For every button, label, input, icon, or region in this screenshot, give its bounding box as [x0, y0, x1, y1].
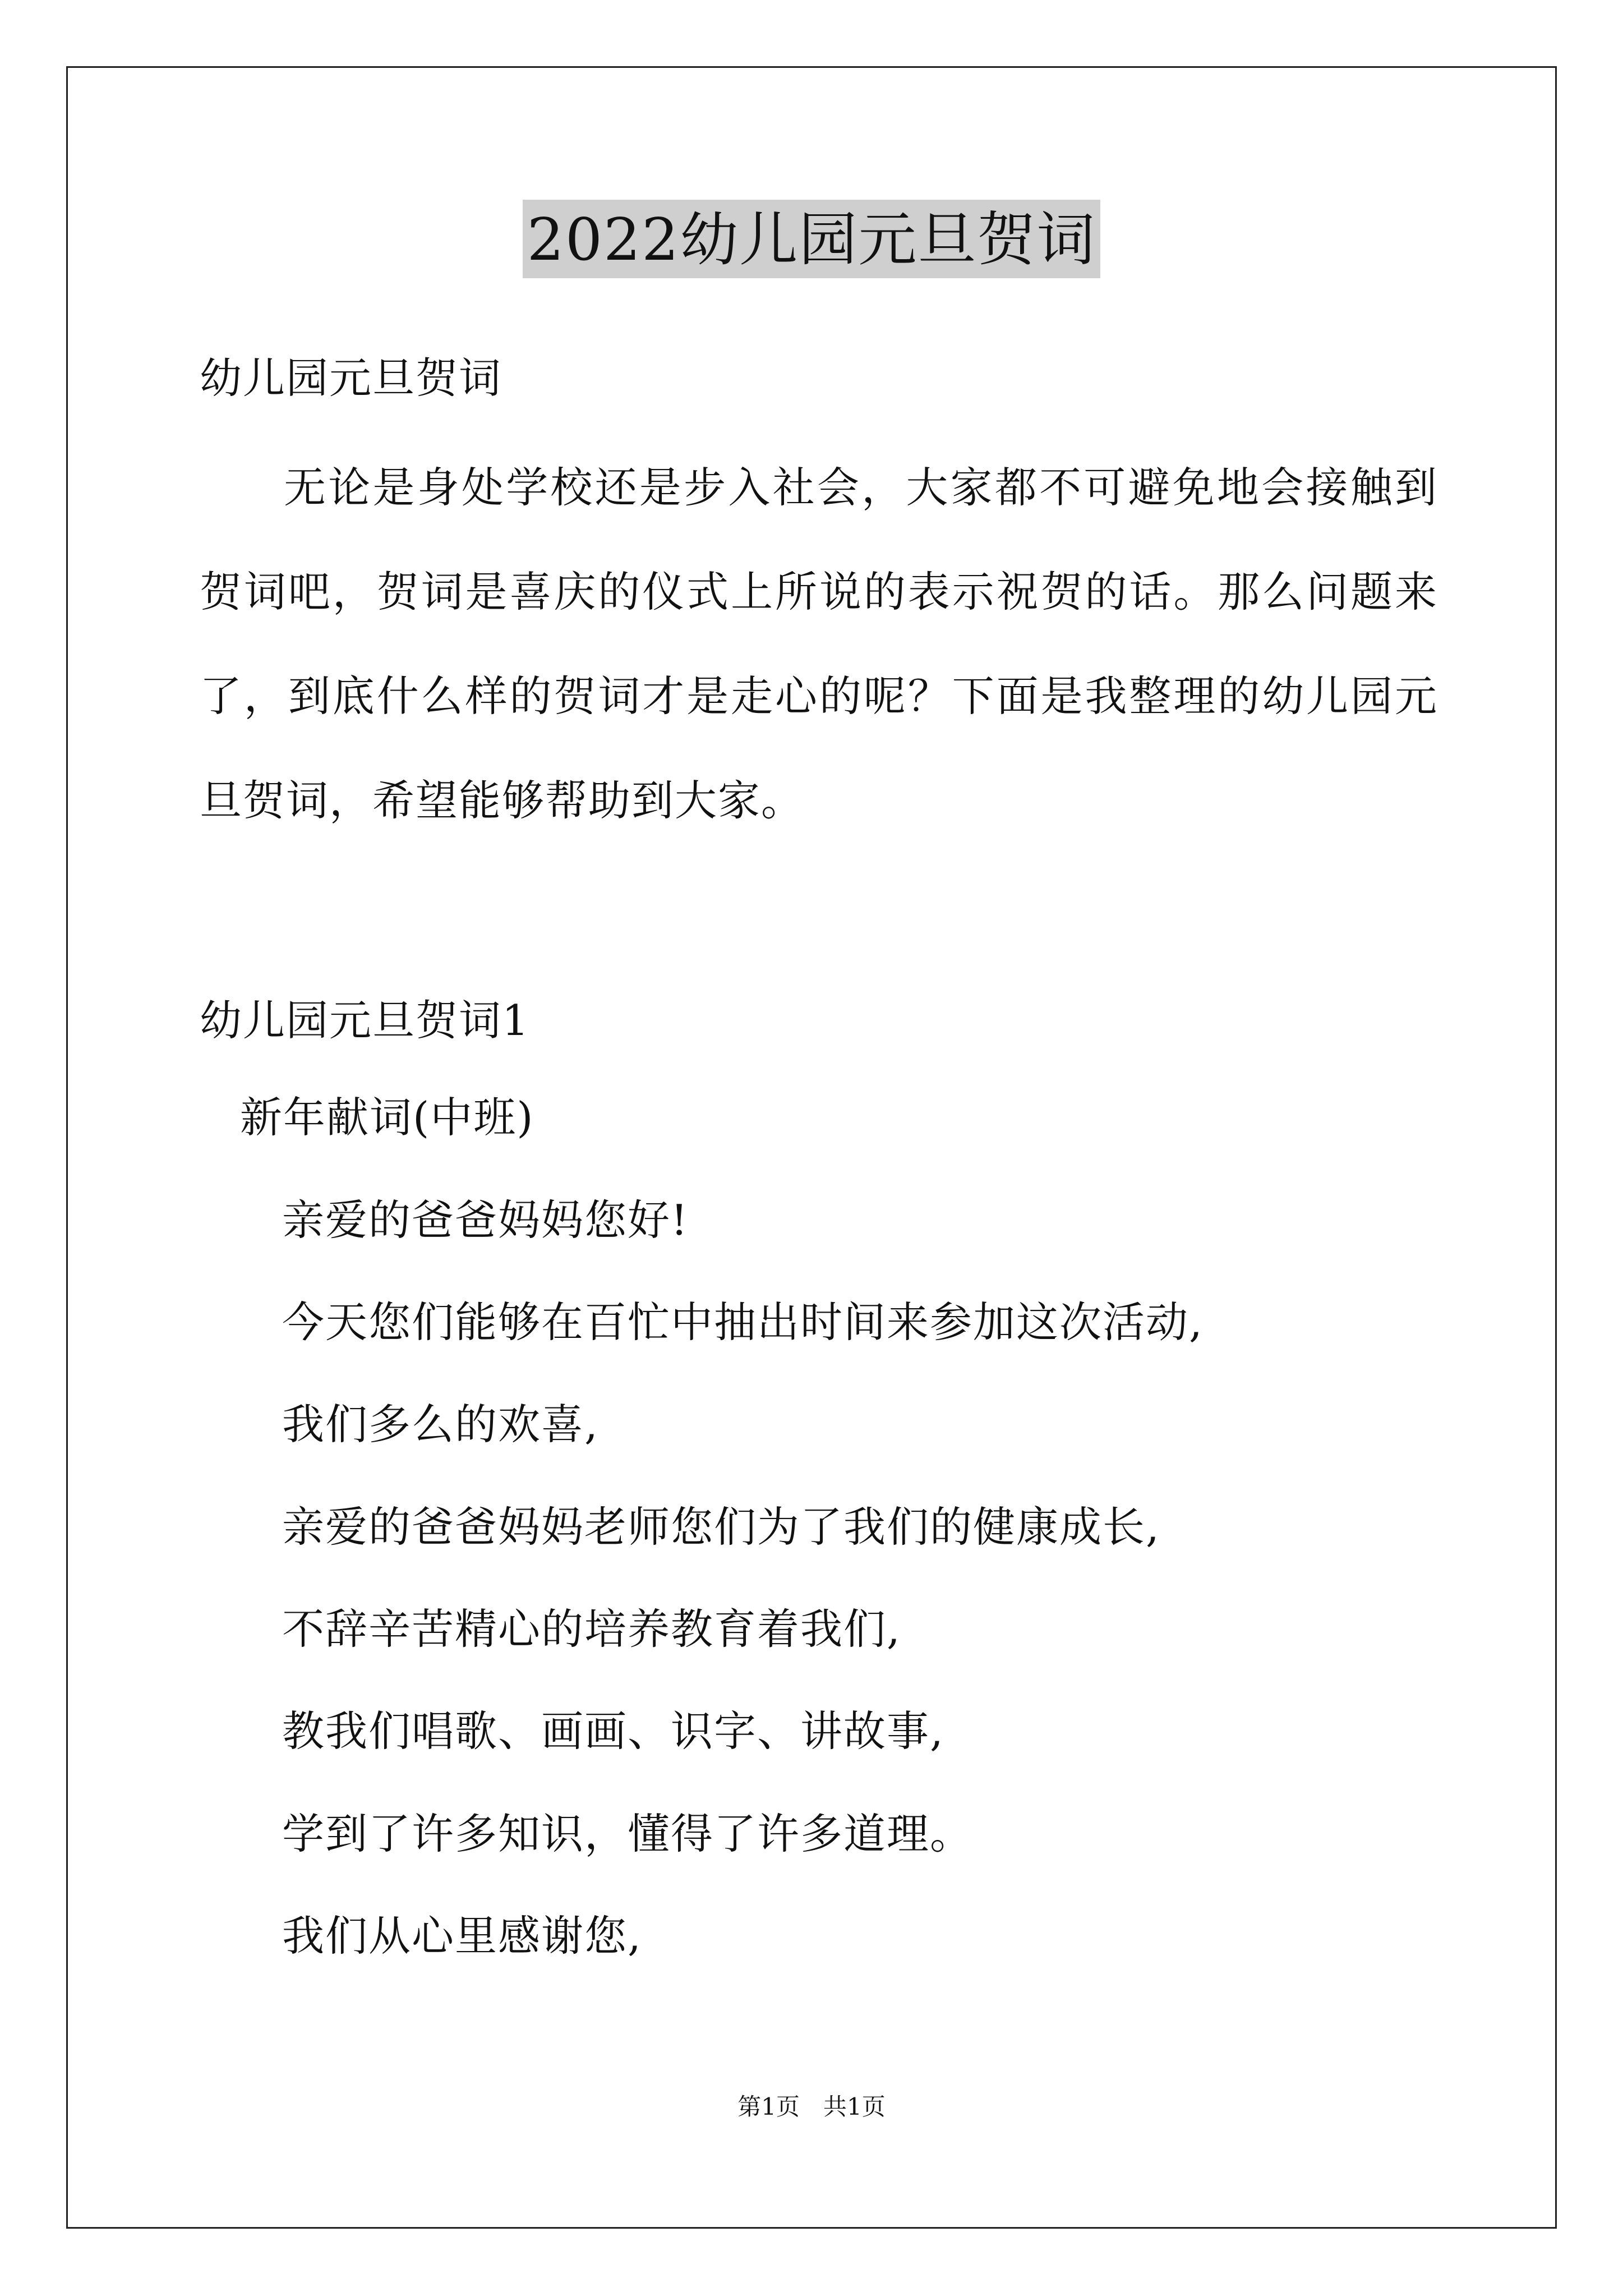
intro-paragraph: 无论是身处学校还是步入社会，大家都不可避免地会接触到贺词吧，贺词是喜庆的仪式上所说的表示祝贺的话。那么问题来了，到底什么样的贺词才是走心的呢？下面是我整理的幼儿园元旦贺词，希望能够帮助到大家。 — [200, 463, 1438, 825]
piece-title: 新年献词(中班) — [240, 1093, 534, 1142]
page-footer: 第1页 共1页 — [737, 2093, 886, 2120]
section-heading: 幼儿园元旦贺词1 — [200, 996, 530, 1045]
body-line-3: 我们多么的欢喜, — [282, 1400, 599, 1449]
document-title-text: 2022幼儿园元旦贺词 — [523, 200, 1101, 278]
document-subtitle: 幼儿园元旦贺词 — [200, 353, 502, 403]
body-line-7: 学到了许多知识，懂得了许多道理。 — [282, 1809, 974, 1858]
body-line-6: 教我们唱歌、画画、识字、讲故事, — [282, 1706, 944, 1756]
body-line-2: 今天您们能够在百忙中抽出时间来参加这次活动, — [282, 1297, 1204, 1347]
body-line-4: 亲爱的爸爸妈妈老师您们为了我们的健康成长, — [282, 1502, 1160, 1552]
body-line-5: 不辞辛苦精心的培养教育着我们, — [282, 1604, 901, 1654]
document-title — [0, 200, 1623, 278]
body-line-1: 亲爱的爸爸妈妈您好! — [282, 1195, 689, 1245]
body-line-8: 我们从心里感谢您, — [282, 1911, 642, 1961]
